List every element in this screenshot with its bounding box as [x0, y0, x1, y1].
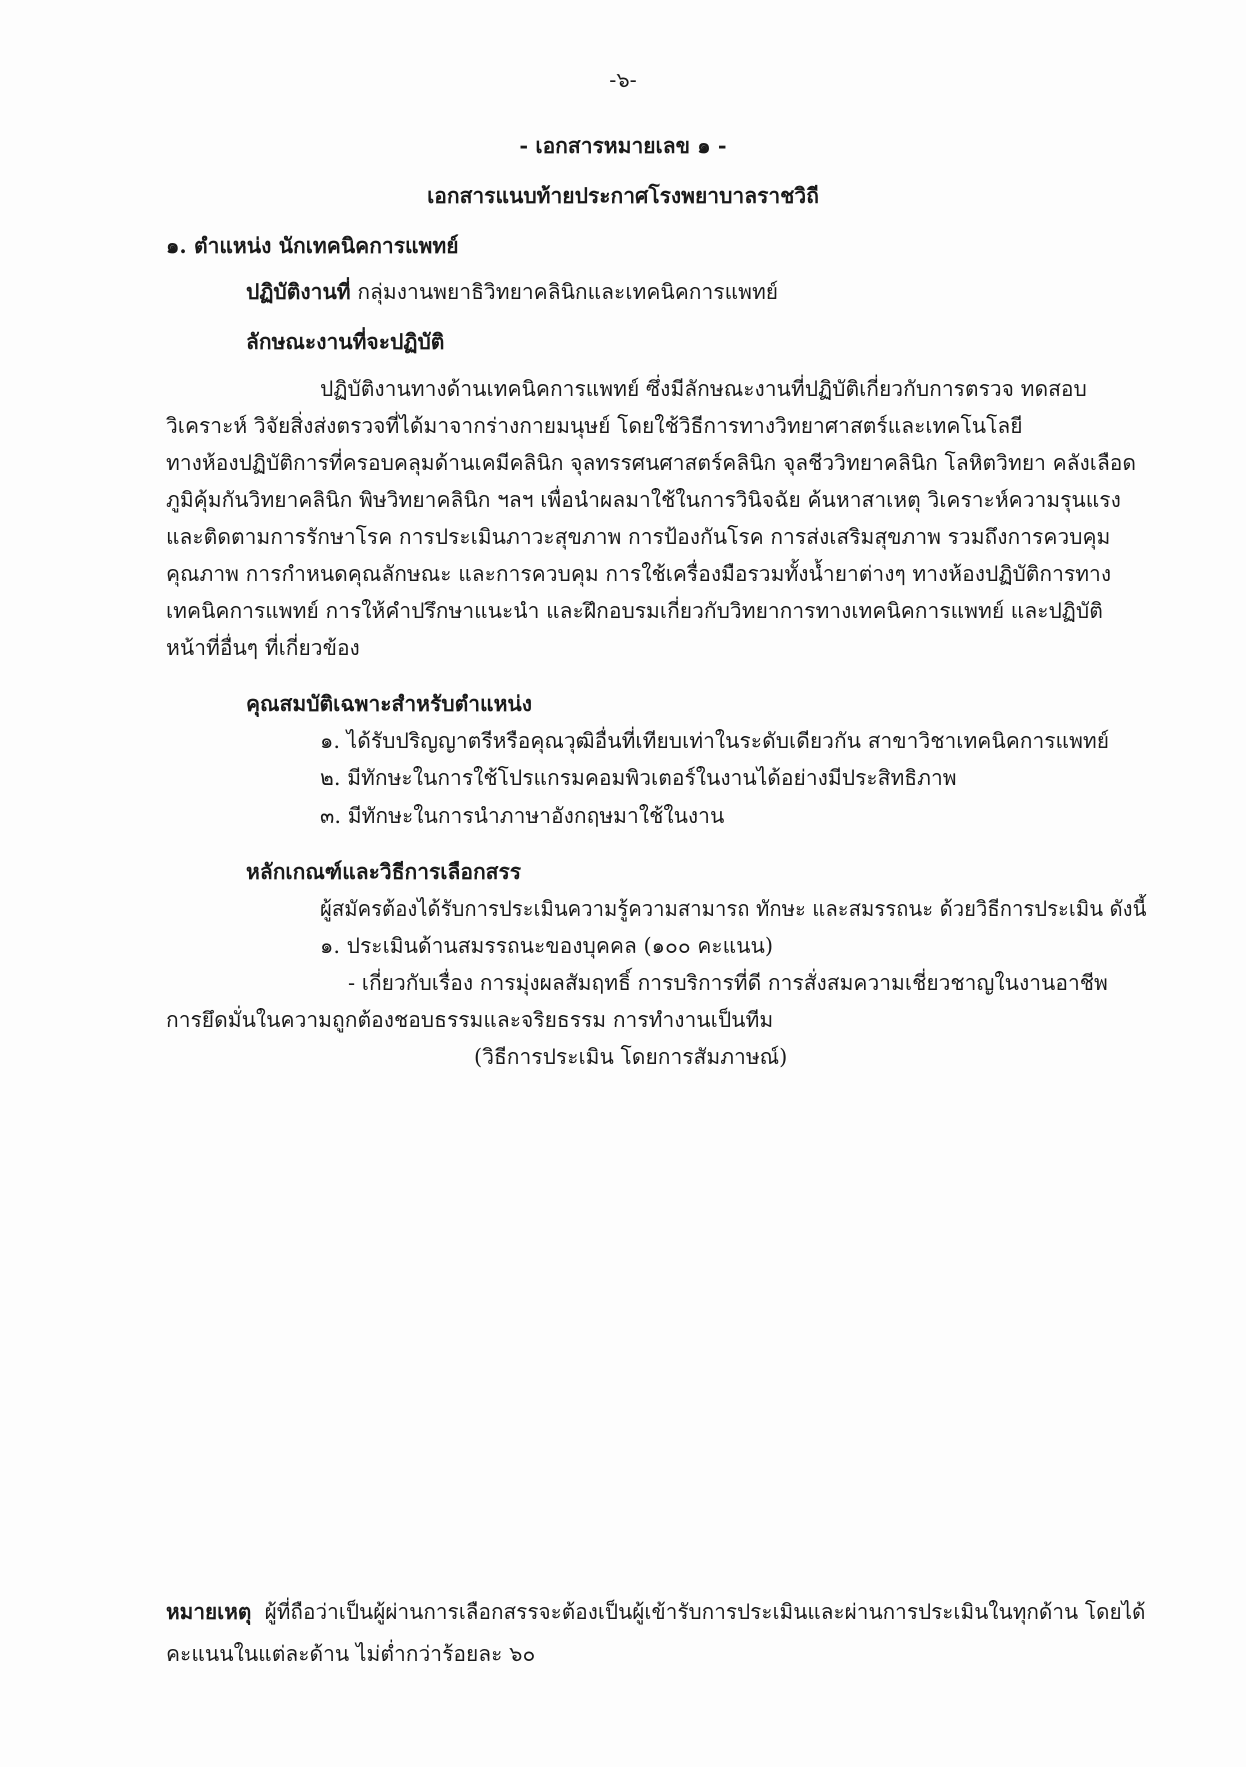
job-nature-line: วิเคราะห์ วิจัยสิ่งส่งตรวจที่ได้มาจากร่างกายมนุษย์ โดยใช้วิธีการทางวิทยาศาสตร์และเทคโนโลยี: [166, 414, 1023, 438]
qualification-item: ๒. มีทักษะในการใช้โปรแกรมคอมพิวเตอร์ในงานได้อย่างมีประสิทธิภาพ: [320, 766, 957, 790]
selection-heading: หลักเกณฑ์และวิธีการเลือกสรร: [246, 859, 522, 884]
job-nature-line: ภูมิคุ้มกันวิทยาคลินิก พิษวิทยาคลินิก ฯลฯ เพื่อนำผลมาใช้ในการวินิจฉัย ค้นหาสาเหตุ วิเคราะห์ความรุนแรง: [166, 488, 1121, 512]
work-place-value: กลุ่มงานพยาธิวิทยาคลินิกและเทคนิคการแพทย์: [357, 280, 779, 304]
note-text: ผู้ที่ถือว่าเป็นผู้ผ่านการเลือกสรรจะต้องเป็นผู้เข้ารับการประเมินและผ่านการประเมินในทุกด้าน โดยได้: [264, 1600, 1146, 1624]
position-heading: ๑. ตำแหน่ง นักเทคนิคการแพทย์: [166, 233, 459, 258]
job-nature-line: ปฏิบัติงานทางด้านเทคนิคการแพทย์ ซึ่งมีลักษณะงานที่ปฏิบัติเกี่ยวกับการตรวจ ทดสอบ: [320, 377, 1087, 401]
selection-method: (วิธีการประเมิน โดยการสัมภาษณ์): [474, 1045, 788, 1069]
selection-intro: ผู้สมัครต้องได้รับการประเมินความรู้ความสามารถ ทักษะ และสมรรถนะ ด้วยวิธีการประเมิน ดังนี้: [320, 897, 1147, 921]
selection-detail: การยึดมั่นในความถูกต้องชอบธรรมและจริยธรรม การทำงานเป็นทีม: [166, 1008, 774, 1032]
job-nature-line: ทางห้องปฏิบัติการที่ครอบคลุมด้านเคมีคลินิก จุลทรรศนศาสตร์คลินิก จุลชีววิทยาคลินิก โลหิตวิทยา คลังเลือด: [166, 451, 1137, 475]
work-place-label: ปฏิบัติงานที่: [246, 279, 351, 304]
qualification-item: ๑. ได้รับปริญญาตรีหรือคุณวุฒิอื่นที่เทียบเท่าในระดับเดียวกัน สาขาวิชาเทคนิคการแพทย์: [320, 729, 1110, 753]
job-nature-line: เทคนิคการแพทย์ การให้คำปรึกษาแนะนำ และฝึกอบรมเกี่ยวกับวิทยาการทางเทคนิคการแพทย์ และปฏิบัติ: [166, 599, 1103, 623]
job-nature-line: และติดตามการรักษาโรค การประเมินภาวะสุขภาพ การป้องกันโรค การส่งเสริมสุขภาพ รวมถึงการควบคุม: [166, 525, 1111, 549]
job-nature-line: หน้าที่อื่นๆ ที่เกี่ยวข้อง: [166, 636, 360, 660]
document-title: - เอกสารหมายเลข ๑ -: [519, 133, 727, 158]
note-line: [166, 1598, 1146, 1626]
note-label: หมายเหตุ: [166, 1599, 252, 1624]
work-place: [246, 278, 778, 306]
document-subtitle: เอกสารแนบท้ายประกาศโรงพยาบาลราชวิถี: [427, 183, 819, 208]
note-line-2: คะแนนในแต่ละด้าน ไม่ต่ำกว่าร้อยละ ๖๐: [166, 1642, 536, 1666]
job-nature-line: คุณภาพ การกำหนดคุณลักษณะ และการควบคุม การใช้เครื่องมือรวมทั้งน้ำยาต่างๆ ทางห้องปฏิบัติการทาง: [166, 562, 1112, 586]
qualification-item: ๓. มีทักษะในการนำภาษาอังกฤษมาใช้ในงาน: [320, 804, 725, 828]
selection-item: ๑. ประเมินด้านสมรรถนะของบุคคล (๑๐๐ คะแนน): [320, 934, 774, 958]
qualifications-heading: คุณสมบัติเฉพาะสำหรับตำแหน่ง: [246, 691, 533, 716]
selection-detail: - เกี่ยวกับเรื่อง การมุ่งผลสัมฤทธิ์ การบริการที่ดี การสั่งสมความเชี่ยวชาญในงานอาชีพ: [348, 971, 1108, 995]
job-nature-heading: ลักษณะงานที่จะปฏิบัติ: [246, 329, 445, 354]
page-number: -๖-: [609, 68, 637, 92]
